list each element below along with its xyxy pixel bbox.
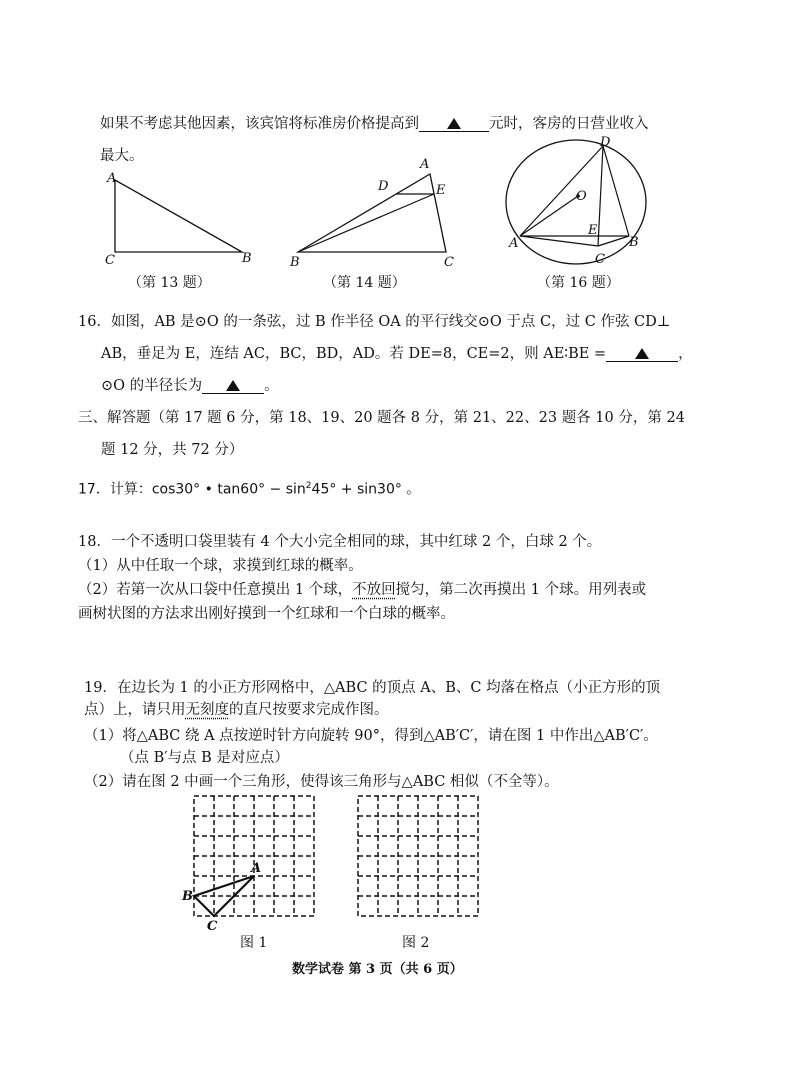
figure-13 <box>100 168 260 268</box>
q16-answer-blank-1[interactable] <box>606 347 678 362</box>
grid-figure-2 <box>352 792 484 932</box>
section3-heading-line1: 三、解答题（第 17 题 6 分，第 18、19、20 题各 8 分，第 21、22、23 题各 10 分，第 24 <box>78 410 685 426</box>
fig16-ac <box>520 236 598 246</box>
fig16-label-c: C <box>595 252 605 267</box>
fig16-label-a: A <box>509 236 519 251</box>
answer-triangle-icon <box>226 380 240 391</box>
figure-16 <box>500 135 660 268</box>
grid-2-lines <box>358 796 478 916</box>
q19-line2 <box>84 700 389 720</box>
fig16-label-b: B <box>629 235 639 250</box>
q16-line3-end: 。 <box>264 378 279 394</box>
fig14-caption: （第 14 题） <box>323 275 406 291</box>
fig13-triangle <box>115 180 242 252</box>
q19-line2-a: 点）上，请只用 <box>84 702 186 718</box>
grid1-caption: 图 1 <box>240 935 268 951</box>
q19-line2-emphasis: 无刻度 <box>185 702 229 718</box>
q18-part2-emphasis: 不放回 <box>352 582 396 598</box>
page-footer: 数学试卷 第 3 页（共 6 页） <box>292 962 463 977</box>
q17-text-a: 17．计算：cos30° • tan60° − sin <box>78 481 306 498</box>
q18-part2-b: 搅匀，第二次再摸出 1 个球。用列表或 <box>395 582 647 598</box>
q19-part2: （2）请在图 2 中画一个三角形，使得该三角形与△ABC 相似（不全等）。 <box>84 774 559 790</box>
q18-line1: 18．一个不透明口袋里装有 4 个大小完全相同的球，其中红球 2 个，白球 2 个。 <box>78 534 602 550</box>
q18-part2-line2: 画树状图的方法求出刚好摸到一个红球和一个白球的概率。 <box>78 606 455 622</box>
fig14-label-d: D <box>378 179 389 194</box>
fig16-label-e: E <box>588 223 598 238</box>
fig13-label-c: C <box>105 253 115 268</box>
q16-line2-text: AB，垂足为 E，连结 AC，BC，BD，AD。若 DE=8，CE=2，则 AE∶BE = <box>101 346 607 362</box>
q16-line1: 16．如图，AB 是⊙O 的一条弦，过 B 作半径 OA 的平行线交⊙O 于点 C，过 C 作弦 CD⊥ <box>78 314 671 330</box>
q18-part1: （1）从中任取一个球，求摸到红球的概率。 <box>78 558 363 574</box>
fig13-label-a: A <box>107 171 117 186</box>
q19-part1: （1）将△ABC 绕 A 点按逆时针方向旋转 90°，得到△AB′C′，请在图 1 中作出△AB′C′。 <box>84 728 658 744</box>
fig16-caption: （第 16 题） <box>537 275 620 291</box>
q15-text-after: 元时，客房的日营业收入 <box>489 116 649 132</box>
fig16-label-o: O <box>576 189 587 204</box>
q16-line2 <box>101 344 693 364</box>
grid1-label-b: B <box>182 889 193 904</box>
q19-part1-note: （点 B′与点 B 是对应点） <box>120 750 289 766</box>
fig16-bc <box>598 236 629 246</box>
q16-line3-text: ⊙O 的半径长为 <box>101 378 203 394</box>
q15-line2: 最大。 <box>100 148 144 164</box>
section3-heading-line2: 题 12 分，共 72 分） <box>101 442 244 458</box>
q17-exponent: 2 <box>305 481 312 491</box>
q16-line2-comma: ， <box>678 346 693 362</box>
grid-1-lines <box>194 796 314 916</box>
fig14-label-b: B <box>290 255 300 270</box>
grid1-label-a: A <box>251 861 262 876</box>
grid1-label-c: C <box>207 919 218 934</box>
fig14-triangle <box>298 174 446 252</box>
fig14-label-e: E <box>436 183 446 198</box>
fig13-label-b: B <box>242 251 252 266</box>
fig14-label-c: C <box>444 255 454 270</box>
q19-line1: 19．在边长为 1 的小正方形网格中，△ABC 的顶点 A、B、C 均落在格点（小正方形的顶 <box>84 680 661 696</box>
grid2-caption: 图 2 <box>402 935 430 951</box>
fig16-dc <box>598 146 603 246</box>
fig13-caption: （第 13 题） <box>128 275 211 291</box>
q19-line2-b: 的直尺按要求完成作图。 <box>229 702 389 718</box>
q15-line1 <box>100 114 649 134</box>
fig16-bd <box>603 146 629 236</box>
fig16-ao <box>520 196 578 236</box>
fig16-label-d: D <box>600 135 611 150</box>
fig14-label-a: A <box>420 157 430 172</box>
grid-figure-1 <box>182 792 320 934</box>
q16-line3 <box>101 376 279 396</box>
q17-text-b: 45° + sin30° 。 <box>311 481 421 498</box>
fig14-segment-be <box>298 194 434 252</box>
q18-part2-a: （2）若第一次从口袋中任意摸出 1 个球， <box>78 582 353 598</box>
answer-triangle-icon <box>447 118 461 129</box>
figure-14 <box>288 150 463 270</box>
answer-triangle-icon <box>635 348 649 359</box>
q15-text-before: 如果不考虑其他因素，该宾馆将标准房价格提高到 <box>100 116 419 132</box>
q17-line <box>78 476 420 500</box>
q16-answer-blank-2[interactable] <box>202 379 264 394</box>
q18-part2-line1 <box>78 580 646 600</box>
q15-answer-blank[interactable] <box>419 117 489 132</box>
